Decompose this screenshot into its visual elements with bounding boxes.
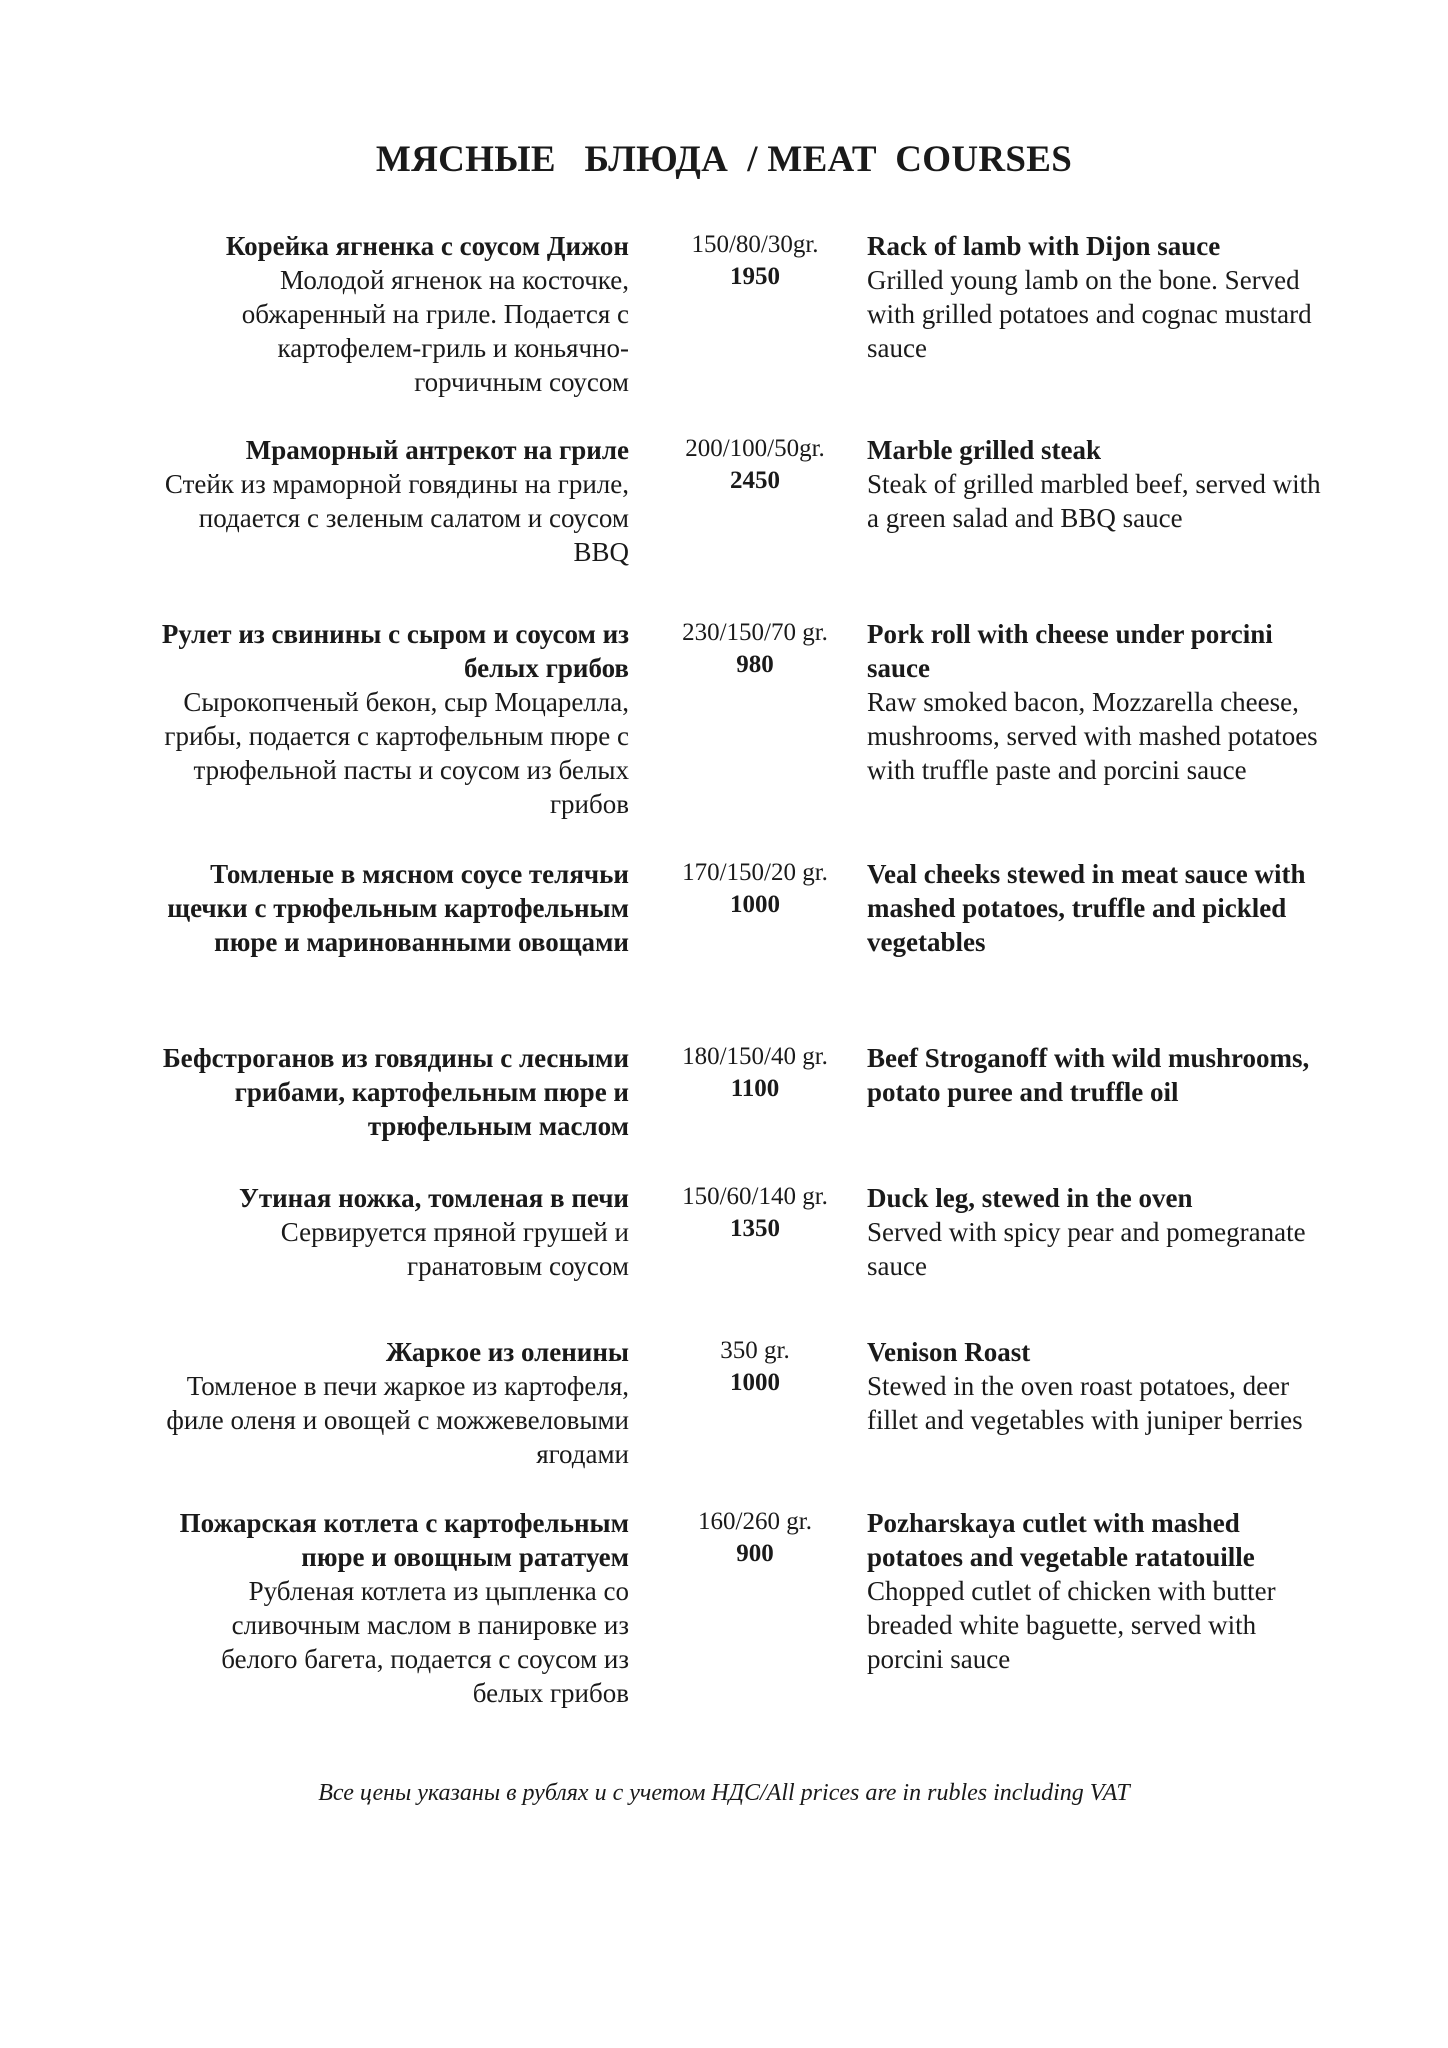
dish-weight: 180/150/40 gr.: [682, 1043, 828, 1070]
ru-column: [159, 229, 629, 399]
ru-dish-name: Утиная ножка, томленая в печи: [239, 1183, 629, 1213]
ru-dish-name: Мраморный антрекот на гриле: [245, 435, 629, 465]
ru-dish-name: Рулет из свинины с сыром и соусом из белых грибов: [161, 619, 629, 683]
dish-weight: 230/150/70 gr.: [682, 619, 828, 646]
ru-dish-description: Рубленая котлета из цыпленка со сливочным маслом в панировке из белого багета, подается с соусом из белых грибов: [221, 1576, 629, 1708]
dish-price: 1950: [730, 263, 780, 290]
en-dish-description: Raw smoked bacon, Mozzarella cheese, mushrooms, served with mashed potatoes with truffle paste and porcini sauce: [867, 687, 1318, 785]
dish-price: 1000: [730, 891, 780, 918]
weight-price: [640, 1181, 870, 1245]
dish-price: 900: [736, 1540, 774, 1567]
en-dish-description: Steak of grilled marbled beef, served with a green salad and BBQ sauce: [867, 469, 1321, 533]
dish-price: 1100: [730, 1075, 780, 1102]
dish-price: 1350: [730, 1215, 780, 1242]
en-column: [867, 1181, 1327, 1283]
weight-price: [640, 617, 870, 681]
dish-weight: 150/60/140 gr.: [682, 1183, 828, 1210]
en-dish-name: Pozharskaya cutlet with mashed potatoes and vegetable ratatouille: [867, 1508, 1255, 1572]
ru-dish-description: Стейк из мраморной говядины на гриле, подается с зеленым салатом и соусом BBQ: [164, 469, 629, 567]
ru-column: [159, 617, 629, 821]
ru-dish-description: Молодой ягненок на косточке, обжаренный на гриле. Подается с картофелем-гриль и коньячно-горчичным соусом: [241, 265, 629, 397]
en-dish-description: Chopped cutlet of chicken with butter breaded white baguette, served with porcini sauce: [867, 1576, 1276, 1674]
en-dish-name: Venison Roast: [867, 1337, 1031, 1367]
ru-dish-description: Томленое в печи жаркое из картофеля, филе оленя и овощей с можжевеловыми ягодами: [166, 1371, 629, 1469]
en-dish-name: Veal cheeks stewed in meat sauce with mashed potatoes, truffle and pickled vegetables: [867, 859, 1306, 957]
ru-dish-name: Жаркое из оленины: [385, 1337, 629, 1367]
dish-price: 980: [736, 651, 774, 678]
ru-column: [159, 1335, 629, 1471]
dish-price: 2450: [730, 467, 780, 494]
weight-price: [640, 229, 870, 293]
en-dish-name: Rack of lamb with Dijon sauce: [867, 231, 1221, 261]
en-dish-description: Served with spicy pear and pomegranate sauce: [867, 1217, 1306, 1281]
ru-column: [159, 1506, 629, 1710]
ru-dish-name: Пожарская котлета с картофельным пюре и овощным рататуем: [179, 1508, 629, 1572]
ru-dish-description: Сервируется пряной грушей и гранатовым соусом: [280, 1217, 629, 1281]
en-dish-name: Marble grilled steak: [867, 435, 1101, 465]
en-dish-description: Stewed in the oven roast potatoes, deer fillet and vegetables with juniper berries: [867, 1371, 1303, 1435]
weight-price: [640, 1335, 870, 1399]
en-column: [867, 229, 1327, 365]
dish-price: 1000: [730, 1369, 780, 1396]
en-dish-name: Pork roll with cheese under porcini sauce: [867, 619, 1273, 683]
en-dish-name: Duck leg, stewed in the oven: [867, 1183, 1193, 1213]
en-dish-name: Beef Stroganoff with wild mushrooms, potato puree and truffle oil: [867, 1043, 1310, 1107]
dish-weight: 350 gr.: [720, 1337, 790, 1364]
dish-weight: 150/80/30gr.: [691, 231, 819, 258]
ru-column: [159, 1041, 629, 1143]
weight-price: [640, 433, 870, 497]
en-column: [867, 617, 1327, 787]
en-column: [867, 433, 1327, 535]
dish-weight: 200/100/50gr.: [685, 435, 825, 462]
dish-weight: 160/260 gr.: [698, 1508, 812, 1535]
en-dish-description: Grilled young lamb on the bone. Served with grilled potatoes and cognac mustard sauce: [867, 265, 1312, 363]
ru-dish-name: Корейка ягненка с соусом Дижон: [225, 231, 629, 261]
weight-price: [640, 1041, 870, 1105]
page-title: МЯСНЫЕ БЛЮДА / MEAT COURSES: [375, 139, 1073, 180]
ru-dish-name: Томленые в мясном соусе телячьи щечки с трюфельным картофельным пюре и маринованными овощами: [167, 859, 629, 957]
weight-price: [640, 857, 870, 921]
price-note: Все цены указаны в рублях и с учетом НДС/All prices are in rubles including VAT: [318, 1780, 1130, 1806]
ru-dish-name: Бефстроганов из говядины с лесными грибами, картофельным пюре и трюфельным маслом: [162, 1043, 629, 1141]
dish-weight: 170/150/20 gr.: [682, 859, 828, 886]
weight-price: [640, 1506, 870, 1570]
ru-column: [159, 857, 629, 959]
en-column: [867, 1335, 1327, 1437]
ru-column: [159, 433, 629, 569]
en-column: [867, 857, 1327, 959]
en-column: [867, 1506, 1327, 1676]
en-column: [867, 1041, 1327, 1109]
ru-dish-description: Сырокопченый бекон, сыр Моцарелла, грибы, подается с картофельным пюре с трюфельной пасты и соусом из белых грибов: [164, 687, 629, 819]
ru-column: [159, 1181, 629, 1283]
